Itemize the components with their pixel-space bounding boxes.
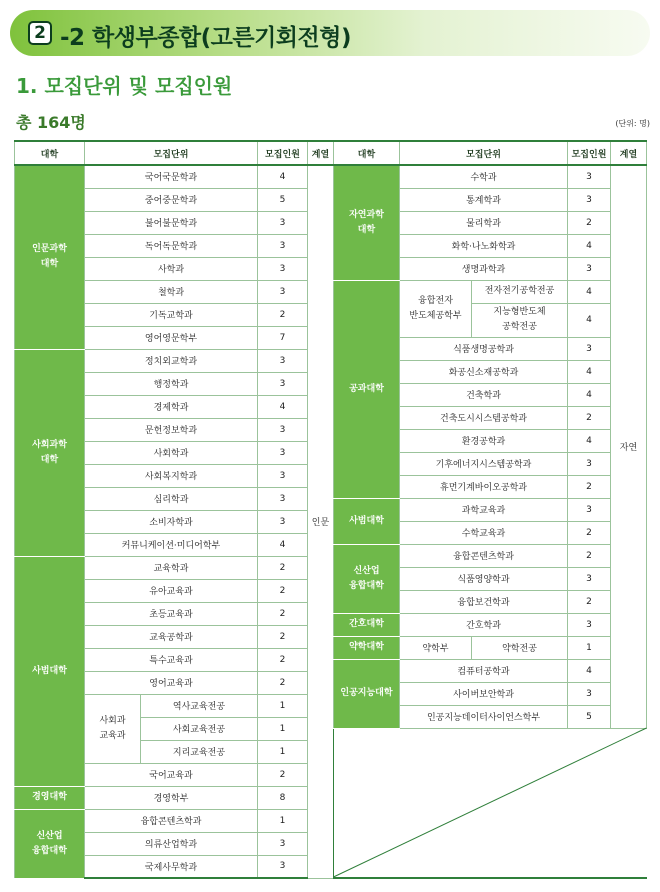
unit-cell: 경영학부 bbox=[85, 786, 258, 809]
unit-cell: 과학교육과 bbox=[400, 498, 568, 521]
unit-cell: 수학과 bbox=[400, 165, 568, 188]
header-count: 모집인원 bbox=[258, 141, 308, 165]
college-cell: 인공지능대학 bbox=[334, 659, 400, 728]
count-cell: 2 bbox=[258, 602, 308, 625]
college-cell: 공과대학 bbox=[334, 280, 400, 498]
unit-cell: 약학전공 bbox=[472, 636, 568, 659]
count-cell: 3 bbox=[568, 682, 611, 705]
count-cell: 3 bbox=[568, 613, 611, 636]
unit-cell: 초등교육과 bbox=[85, 602, 258, 625]
unit-cell: 심리학과 bbox=[85, 487, 258, 510]
table-row bbox=[334, 613, 647, 636]
unit-cell: 불어불문학과 bbox=[85, 211, 258, 234]
table-row bbox=[334, 636, 647, 659]
left-admission-table bbox=[14, 140, 334, 879]
unit-cell: 역사교육전공 bbox=[141, 694, 258, 717]
count-cell: 3 bbox=[258, 234, 308, 257]
college-cell: 사범대학 bbox=[15, 556, 85, 786]
table-row bbox=[334, 659, 647, 682]
count-cell: 2 bbox=[568, 544, 611, 567]
count-cell: 4 bbox=[568, 303, 611, 337]
unit-cell: 통계학과 bbox=[400, 188, 568, 211]
count-cell: 1 bbox=[258, 694, 308, 717]
unit-cell: 식품영양학과 bbox=[400, 567, 568, 590]
count-cell: 1 bbox=[568, 636, 611, 659]
unit-cell: 사이버보안학과 bbox=[400, 682, 568, 705]
header-count: 모집인원 bbox=[568, 141, 611, 165]
college-cell: 사회과학 대학 bbox=[15, 349, 85, 556]
count-cell: 2 bbox=[258, 625, 308, 648]
unit-cell: 수학교육과 bbox=[400, 521, 568, 544]
college-cell: 경영대학 bbox=[15, 786, 85, 809]
count-cell: 3 bbox=[258, 257, 308, 280]
unit-cell: 건축도시시스템공학과 bbox=[400, 406, 568, 429]
count-cell: 3 bbox=[258, 211, 308, 234]
count-cell: 3 bbox=[568, 165, 611, 188]
total-count: 총 164명 bbox=[16, 113, 86, 132]
section-banner bbox=[10, 10, 650, 56]
count-cell: 4 bbox=[568, 360, 611, 383]
count-cell: 2 bbox=[568, 475, 611, 498]
count-cell: 5 bbox=[258, 188, 308, 211]
table-row bbox=[15, 809, 334, 832]
section-title: 1. 모집단위 및 모집인원 bbox=[16, 74, 233, 98]
count-cell: 2 bbox=[258, 648, 308, 671]
count-cell: 1 bbox=[258, 740, 308, 763]
unit-cell: 철학과 bbox=[85, 280, 258, 303]
unit-cell: 국제사무학과 bbox=[85, 855, 258, 878]
table-row bbox=[15, 786, 334, 809]
count-cell: 4 bbox=[258, 395, 308, 418]
table-row bbox=[334, 165, 647, 188]
count-cell: 2 bbox=[258, 671, 308, 694]
unit-cell: 행정학과 bbox=[85, 372, 258, 395]
header-unit: 모집단위 bbox=[400, 141, 568, 165]
unit-cell: 건축학과 bbox=[400, 383, 568, 406]
count-cell: 4 bbox=[568, 234, 611, 257]
header-track: 계열 bbox=[308, 141, 334, 165]
unit-cell: 사회교육전공 bbox=[141, 717, 258, 740]
unit-cell: 소비자학과 bbox=[85, 510, 258, 533]
header-college: 대학 bbox=[15, 141, 85, 165]
unit-cell: 독어독문학과 bbox=[85, 234, 258, 257]
count-cell: 3 bbox=[258, 441, 308, 464]
table-row bbox=[15, 165, 334, 188]
unit-cell: 화공신소재공학과 bbox=[400, 360, 568, 383]
unit-cell: 지리교육전공 bbox=[141, 740, 258, 763]
header-track: 계열 bbox=[611, 141, 647, 165]
unit-cell: 유아교육과 bbox=[85, 579, 258, 602]
table-row bbox=[15, 556, 334, 579]
college-cell: 약학대학 bbox=[334, 636, 400, 659]
unit-cell: 교육공학과 bbox=[85, 625, 258, 648]
unit-cell: 국어국문학과 bbox=[85, 165, 258, 188]
subgroup-cell: 사회과 교육과 bbox=[85, 694, 141, 763]
unit-cell: 문헌정보학과 bbox=[85, 418, 258, 441]
track-cell: 자연 bbox=[611, 165, 647, 728]
unit-cell: 물리학과 bbox=[400, 211, 568, 234]
unit-cell: 생명과학과 bbox=[400, 257, 568, 280]
unit-cell: 컴퓨터공학과 bbox=[400, 659, 568, 682]
header-unit: 모집단위 bbox=[85, 141, 258, 165]
unit-cell: 융합콘텐츠학과 bbox=[400, 544, 568, 567]
count-cell: 4 bbox=[568, 280, 611, 303]
count-cell: 3 bbox=[258, 418, 308, 441]
unit-cell: 사학과 bbox=[85, 257, 258, 280]
count-cell: 2 bbox=[568, 590, 611, 613]
count-cell: 3 bbox=[258, 349, 308, 372]
subgroup-cell: 융합전자 반도체공학부 bbox=[400, 280, 472, 337]
count-cell: 3 bbox=[568, 257, 611, 280]
college-cell: 자연과학 대학 bbox=[334, 165, 400, 280]
count-cell: 2 bbox=[258, 763, 308, 786]
college-cell: 사범대학 bbox=[334, 498, 400, 544]
count-cell: 3 bbox=[568, 567, 611, 590]
count-cell: 3 bbox=[568, 188, 611, 211]
header-college: 대학 bbox=[334, 141, 400, 165]
count-cell: 3 bbox=[258, 855, 308, 878]
unit-cell: 커뮤니케이션·미디어학부 bbox=[85, 533, 258, 556]
count-cell: 3 bbox=[258, 510, 308, 533]
count-cell: 3 bbox=[258, 372, 308, 395]
unit-note: (단위: 명) bbox=[615, 119, 650, 128]
count-cell: 4 bbox=[568, 429, 611, 452]
table-row bbox=[334, 280, 647, 303]
unit-cell: 인공지능데이터사이언스학부 bbox=[400, 705, 568, 728]
unit-cell: 간호학과 bbox=[400, 613, 568, 636]
count-cell: 3 bbox=[258, 464, 308, 487]
unit-cell: 기독교학과 bbox=[85, 303, 258, 326]
unit-cell: 융합보건학과 bbox=[400, 590, 568, 613]
count-cell: 3 bbox=[258, 487, 308, 510]
count-cell: 2 bbox=[568, 521, 611, 544]
college-cell: 간호대학 bbox=[334, 613, 400, 636]
unit-cell: 의류산업학과 bbox=[85, 832, 258, 855]
count-cell: 5 bbox=[568, 705, 611, 728]
unit-cell: 교육학과 bbox=[85, 556, 258, 579]
right-admission-table bbox=[333, 140, 647, 879]
unit-cell: 사회학과 bbox=[85, 441, 258, 464]
college-cell: 신산업 융합대학 bbox=[334, 544, 400, 613]
count-cell: 2 bbox=[258, 303, 308, 326]
count-cell: 4 bbox=[258, 533, 308, 556]
unit-cell: 휴먼기계바이오공학과 bbox=[400, 475, 568, 498]
table-row bbox=[334, 498, 647, 521]
count-cell: 2 bbox=[258, 556, 308, 579]
college-cell: 신산업 융합대학 bbox=[15, 809, 85, 878]
table-row bbox=[334, 728, 647, 878]
table-row bbox=[15, 349, 334, 372]
empty-area-cell bbox=[334, 728, 647, 878]
unit-cell: 국어교육과 bbox=[85, 763, 258, 786]
count-cell: 3 bbox=[258, 280, 308, 303]
count-cell: 2 bbox=[568, 406, 611, 429]
unit-cell: 중어중문학과 bbox=[85, 188, 258, 211]
unit-cell: 영어영문학부 bbox=[85, 326, 258, 349]
count-cell: 4 bbox=[568, 659, 611, 682]
unit-cell: 사회복지학과 bbox=[85, 464, 258, 487]
unit-cell: 융합콘텐츠학과 bbox=[85, 809, 258, 832]
unit-cell: 식품생명공학과 bbox=[400, 337, 568, 360]
unit-cell: 기후에너지시스템공학과 bbox=[400, 452, 568, 475]
unit-cell: 정치외교학과 bbox=[85, 349, 258, 372]
count-cell: 1 bbox=[258, 809, 308, 832]
unit-cell: 화학·나노화학과 bbox=[400, 234, 568, 257]
count-cell: 1 bbox=[258, 717, 308, 740]
count-cell: 3 bbox=[258, 832, 308, 855]
count-cell: 7 bbox=[258, 326, 308, 349]
count-cell: 3 bbox=[568, 337, 611, 360]
unit-cell: 지능형반도체 공학전공 bbox=[472, 303, 568, 337]
count-cell: 8 bbox=[258, 786, 308, 809]
count-cell: 3 bbox=[568, 452, 611, 475]
unit-cell: 경제학과 bbox=[85, 395, 258, 418]
count-cell: 3 bbox=[568, 498, 611, 521]
section-banner-title: -2 학생부종합(고른기회전형) bbox=[60, 25, 351, 51]
unit-cell: 특수교육과 bbox=[85, 648, 258, 671]
unit-cell: 전자전기공학전공 bbox=[472, 280, 568, 303]
unit-cell: 환경공학과 bbox=[400, 429, 568, 452]
count-cell: 2 bbox=[568, 211, 611, 234]
count-cell: 4 bbox=[568, 383, 611, 406]
unit-cell: 영어교육과 bbox=[85, 671, 258, 694]
section-number-badge: 2 bbox=[28, 21, 52, 45]
table-row bbox=[334, 544, 647, 567]
count-cell: 4 bbox=[258, 165, 308, 188]
college-cell: 인문과학 대학 bbox=[15, 165, 85, 349]
subgroup-cell: 약학부 bbox=[400, 636, 472, 659]
count-cell: 2 bbox=[258, 579, 308, 602]
track-cell: 인문 bbox=[308, 165, 334, 878]
